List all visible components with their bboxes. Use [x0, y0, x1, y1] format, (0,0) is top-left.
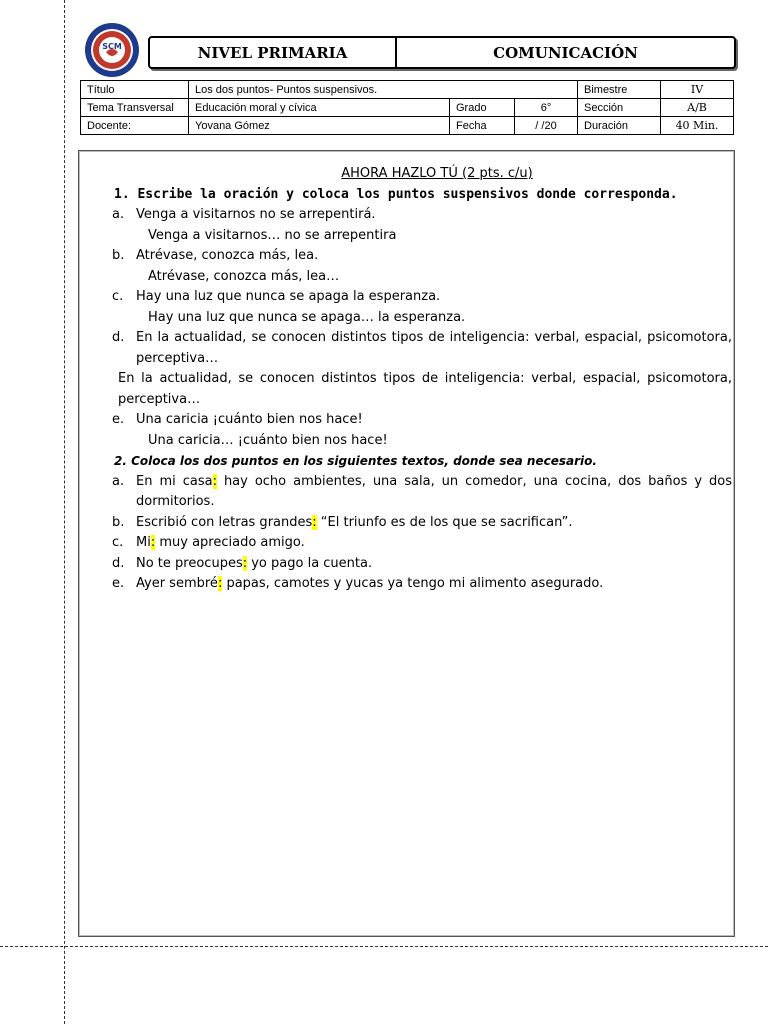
- fecha-label: Fecha: [450, 117, 515, 135]
- item-text: [136, 554, 732, 575]
- item-text: En la actualidad, se conocen distintos tipos de inteligencia: verbal, espacial, psicomotora, perceptiva…: [136, 330, 732, 366]
- item-label: e.: [112, 576, 125, 591]
- seccion-value: A/B: [661, 99, 734, 117]
- text-after: yo pago la cuenta.: [247, 555, 373, 571]
- answer-c: Hay una luz que nunca se apaga… la esperanza.: [148, 309, 466, 325]
- item-label: b.: [112, 514, 125, 530]
- question-2-item-d: [112, 554, 732, 575]
- text-before: En mi casa: [136, 473, 213, 489]
- answer-e: Una caricia… ¡cuánto bien nos hace!: [148, 432, 388, 448]
- item-text: Hay una luz que nunca se apaga la esperanza.: [136, 289, 441, 304]
- item-text: Venga a visitarnos no se arrepentirá.: [136, 207, 376, 222]
- logo-text: SCM: [102, 42, 122, 51]
- item-label: d.: [112, 330, 125, 345]
- info-row: [81, 81, 734, 99]
- answer-b: Atrévase, conozca más, lea…: [148, 268, 340, 284]
- item-label: e.: [112, 412, 125, 427]
- school-logo: [84, 22, 140, 78]
- item-label: b.: [112, 248, 125, 263]
- text-before: Escribió con letras grandes: [136, 514, 313, 530]
- item-label: c.: [112, 289, 124, 304]
- level-title: NIVEL PRIMARIA: [150, 38, 397, 67]
- answer-a: Venga a visitarnos… no se arrepentira: [148, 227, 397, 243]
- info-row: [81, 99, 734, 117]
- docente-label: Docente:: [81, 117, 189, 135]
- colon-highlight: :: [312, 514, 317, 530]
- grado-value: 6°: [515, 99, 578, 117]
- text-after: “El triunfo es de los que se sacrifican”.: [316, 514, 573, 530]
- answer-d: En la actualidad, se conocen distintos tipos de inteligencia: verbal, espacial, psicomotora, perceptiva…: [118, 371, 732, 407]
- docente-value: Yovana Gómez: [189, 117, 450, 135]
- worksheet-content: [112, 164, 732, 595]
- cut-line-horizontal: [0, 946, 768, 947]
- text-after: papas, camotes y yucas ya tengo mi alimento asegurado.: [222, 576, 604, 591]
- duracion-value: 40 Min.: [661, 117, 734, 135]
- item-label: d.: [112, 555, 125, 571]
- info-table: [80, 80, 734, 135]
- seccion-label: Sección: [578, 99, 661, 117]
- worksheet-title: AHORA HAZLO TÚ (2 pts. c/u): [341, 166, 533, 181]
- item-text: [136, 513, 732, 534]
- colon-highlight: :: [212, 473, 217, 489]
- item-text: [136, 574, 732, 595]
- question-1-item-a: [112, 205, 732, 226]
- text-before: Mi: [136, 535, 151, 550]
- tema-label: Tema Transversal: [81, 99, 189, 117]
- item-label: a.: [112, 473, 125, 489]
- cut-line-vertical: [64, 0, 65, 1024]
- item-label: c.: [112, 535, 124, 550]
- subject-title: COMUNICACIÓN: [493, 43, 638, 62]
- bimestre-value: IV: [661, 81, 734, 99]
- fecha-value: / /20: [515, 117, 578, 135]
- question-1-item-c: [112, 287, 732, 308]
- question-2-item-c: [112, 533, 732, 554]
- question-1-item-e: [112, 410, 732, 431]
- question-1-heading: 1. Escribe la oración y coloca los puntos suspensivos donde corresponda.: [114, 186, 678, 202]
- grado-label: Grado: [450, 99, 515, 117]
- titulo-value: Los dos puntos- Puntos suspensivos.: [189, 81, 578, 99]
- question-2-item-b: [112, 513, 732, 534]
- text-before: No te preocupes: [136, 555, 243, 571]
- question-2-heading: 2. Coloca los dos puntos en los siguientes textos, donde sea necesario.: [114, 454, 597, 468]
- bimestre-label: Bimestre: [578, 81, 661, 99]
- item-text: [136, 533, 732, 554]
- text-after: hay ocho ambientes, una sala, un comedor, una cocina, dos baños y dos dormitorios.: [136, 473, 732, 509]
- info-row: [81, 117, 734, 135]
- text-after: muy apreciado amigo.: [155, 535, 305, 550]
- item-text: Una caricia ¡cuánto bien nos hace!: [136, 412, 363, 427]
- question-1-item-d: [112, 328, 732, 369]
- colon-highlight: :: [150, 535, 156, 550]
- titulo-label: Título: [81, 81, 189, 99]
- question-1-item-b: [112, 246, 732, 267]
- colon-highlight: :: [217, 576, 223, 591]
- item-label: a.: [112, 207, 125, 222]
- question-2-item-a: [112, 472, 732, 513]
- colon-highlight: :: [242, 555, 248, 571]
- tema-value: Educación moral y cívica: [189, 99, 450, 117]
- item-text: Atrévase, conozca más, lea.: [136, 248, 319, 263]
- item-text: [136, 472, 732, 513]
- duracion-label: Duración: [578, 117, 661, 135]
- header-bar: [148, 36, 736, 69]
- text-before: Ayer sembré: [136, 576, 218, 591]
- question-2-item-e: [112, 574, 732, 595]
